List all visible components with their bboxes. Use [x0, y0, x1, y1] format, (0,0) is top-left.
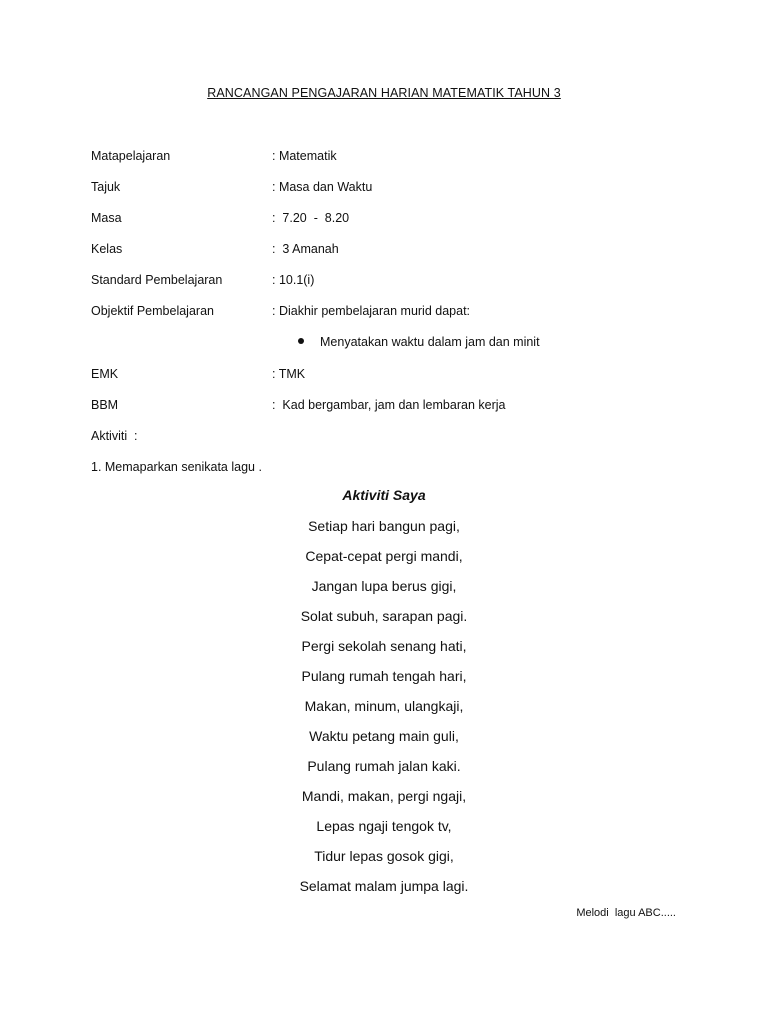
song-line: Cepat-cepat pergi mandi, — [305, 548, 463, 564]
field-value: : 10.1(i) — [272, 273, 315, 287]
song-title: Aktiviti Saya — [342, 487, 426, 503]
field-value: : 7.20 - 8.20 — [272, 211, 350, 225]
song-line: Makan, minum, ulangkaji, — [304, 698, 464, 714]
field-value: : TMK — [272, 367, 306, 381]
field-label: Tajuk — [91, 180, 121, 194]
objective-bullet-item — [298, 334, 540, 350]
song-line: Waktu petang main guli, — [309, 728, 459, 744]
field-row-masa — [91, 210, 350, 226]
field-value: : 3 Amanah — [272, 242, 339, 256]
song-line: Tidur lepas gosok gigi, — [314, 848, 454, 864]
field-label: Matapelajaran — [91, 149, 171, 163]
field-row-tajuk — [91, 179, 373, 195]
field-label: Kelas — [91, 242, 123, 256]
song-lyrics — [0, 516, 768, 906]
field-value: : Masa dan Waktu — [272, 180, 373, 194]
field-row-objektif-pembelajaran — [91, 303, 471, 319]
field-row-bbm — [91, 397, 506, 413]
field-value: : Kad bergambar, jam dan lembaran kerja — [272, 398, 506, 412]
song-line: Setiap hari bangun pagi, — [308, 518, 460, 534]
field-label: Objektif Pembelajaran — [91, 304, 214, 318]
song-line: Pulang rumah tengah hari, — [301, 668, 467, 684]
field-label: Masa — [91, 211, 122, 225]
activities-heading: Aktiviti : — [91, 429, 138, 443]
song-line: Pergi sekolah senang hati, — [301, 638, 467, 654]
field-row-standard-pembelajaran — [91, 272, 315, 288]
song-line: Mandi, makan, pergi ngaji, — [301, 788, 467, 804]
song-line: Pulang rumah jalan kaki. — [307, 758, 461, 774]
objective-bullet-text: Menyatakan waktu dalam jam dan minit — [320, 335, 540, 349]
song-line: Selamat malam jumpa lagi. — [299, 878, 469, 894]
field-row-matapelajaran — [91, 148, 337, 164]
field-value: : Diakhir pembelajaran murid dapat: — [272, 304, 471, 318]
field-value: : Matematik — [272, 149, 337, 163]
song-line: Solat subuh, sarapan pagi. — [300, 608, 468, 624]
bullet-icon — [298, 338, 304, 344]
field-label: EMK — [91, 367, 119, 381]
melody-note: Melodi lagu ABC..... — [576, 907, 676, 919]
document-title: RANCANGAN PENGAJARAN HARIAN MATEMATIK TAHUN 3 — [207, 86, 561, 100]
field-row-kelas — [91, 241, 339, 257]
field-label: BBM — [91, 398, 119, 412]
song-line: Lepas ngaji tengok tv, — [316, 818, 452, 834]
activity-item-1: 1. Memaparkan senikata lagu . — [91, 460, 262, 474]
song-line: Jangan lupa berus gigi, — [311, 578, 457, 594]
field-row-emk — [91, 366, 306, 382]
field-label: Standard Pembelajaran — [91, 273, 223, 287]
